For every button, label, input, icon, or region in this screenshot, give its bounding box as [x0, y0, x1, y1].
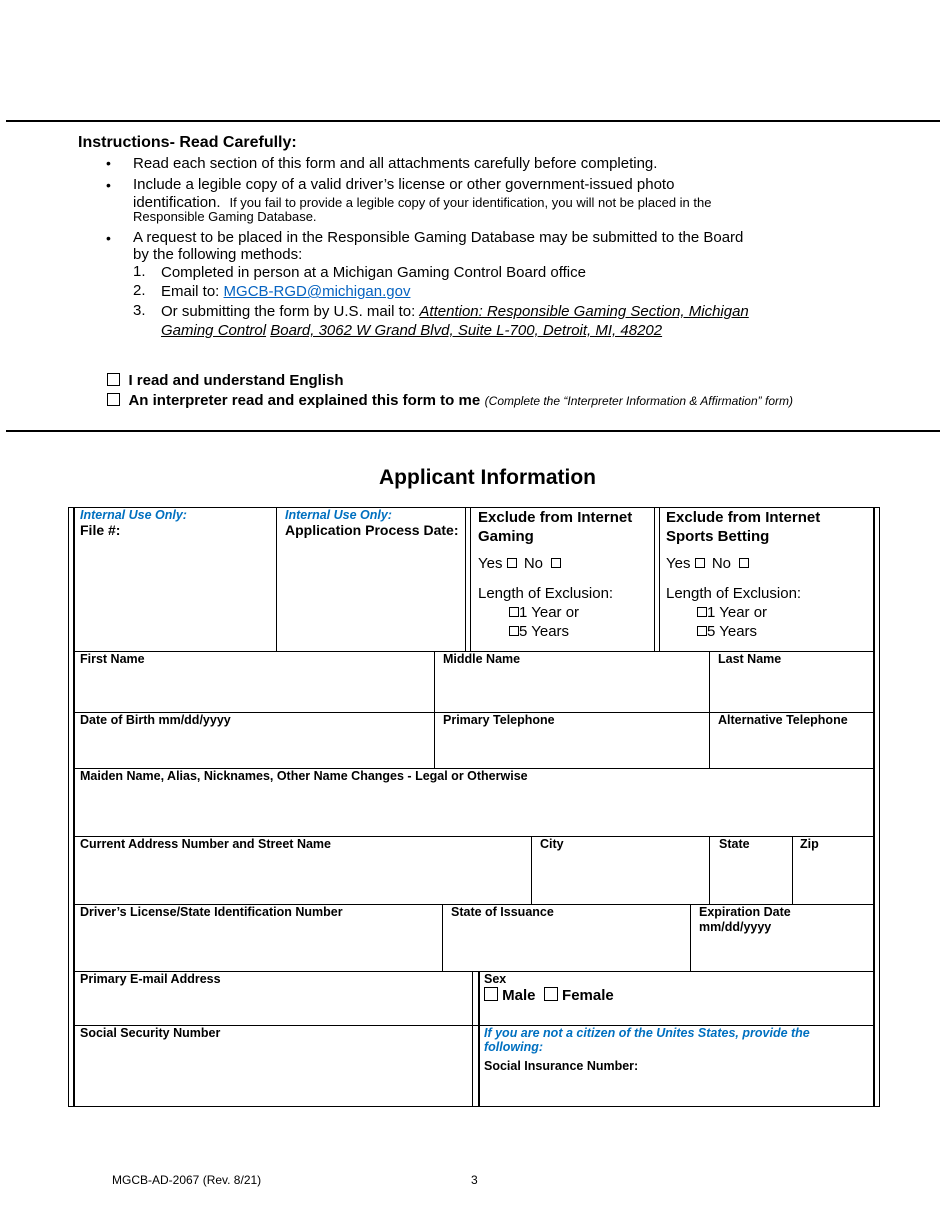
male-label: Male [502, 987, 536, 1004]
male-checkbox[interactable] [484, 987, 498, 1001]
exclude-sports-title: Sports Betting [666, 528, 770, 545]
gaming-1year-option [478, 603, 650, 622]
exclude-gaming-yesno [478, 554, 650, 573]
file-number-label: File #: [80, 522, 121, 538]
sports-no-checkbox[interactable] [739, 558, 749, 568]
exclusion-length-label: Length of Exclusion: [478, 585, 614, 602]
noncitizen-note: If you are not a citizen of the Unites States, provide the following: [484, 1026, 810, 1054]
one-year-label: 1 Year or [519, 604, 580, 621]
internal-use-label: Internal Use Only: [285, 508, 392, 522]
process-date-label: Application Process Date: [285, 522, 459, 538]
state-of-issuance-field[interactable]: State of Issuance [451, 905, 554, 919]
mail-address-part-a: Gaming Control [161, 322, 267, 339]
bullet-2-text-a: identification. [133, 194, 221, 211]
process-date-cell [285, 508, 459, 538]
sports-5year-checkbox[interactable] [697, 626, 707, 636]
bullet-dot: • [106, 155, 111, 171]
row-divider [478, 971, 480, 1106]
table-border-left-inner [73, 507, 75, 1107]
exclusion-length-label: Length of Exclusion: [666, 585, 802, 602]
dob-field[interactable]: Date of Birth mm/dd/yyyy [80, 713, 231, 727]
table-border-right-inner [873, 507, 875, 1107]
alt-phone-field[interactable]: Alternative Telephone [718, 713, 848, 727]
ssn-field[interactable]: Social Security Number [80, 1026, 221, 1040]
mid-divider [6, 430, 940, 432]
bullet-dot: • [106, 230, 111, 246]
one-year-label: 1 Year or [707, 604, 768, 621]
sex-cell [484, 972, 614, 1004]
method-number: 3. [133, 302, 146, 319]
female-checkbox[interactable] [544, 987, 558, 1001]
instruction-bullet-1: Read each section of this form and all attachments carefully before completing. [133, 155, 658, 172]
state-field[interactable]: State [719, 837, 750, 851]
email-link[interactable]: MGCB-RGD@michigan.gov [223, 283, 411, 300]
expiration-label: Expiration Date [699, 905, 791, 919]
row1-divider [659, 507, 660, 651]
exclude-sports-title: Exclude from Internet [666, 509, 821, 526]
address-field[interactable]: Current Address Number and Street Name [80, 837, 331, 851]
instruction-bullet-3-line2: by the following methods: [133, 246, 303, 263]
row1-divider [465, 507, 466, 651]
expiration-date-field[interactable] [699, 905, 791, 935]
sports-yes-checkbox[interactable] [695, 558, 705, 568]
sex-options [484, 987, 614, 1004]
female-label: Female [562, 987, 614, 1004]
primary-phone-field[interactable]: Primary Telephone [443, 713, 555, 727]
table-border-right-outer [879, 507, 880, 1107]
last-name-field[interactable]: Last Name [718, 652, 782, 666]
method-2 [161, 282, 410, 301]
english-checkbox[interactable] [107, 373, 120, 386]
interpreter-checkbox[interactable] [107, 393, 120, 406]
page-number: 3 [471, 1173, 478, 1187]
instruction-bullet-3-line1: A request to be placed in the Responsible Gaming Database may be submitted to the Board [133, 229, 744, 246]
no-label: No [711, 555, 732, 572]
email-field[interactable]: Primary E-mail Address [80, 972, 221, 986]
mail-address-line2 [161, 321, 662, 340]
no-label: No [523, 555, 544, 572]
city-field[interactable]: City [540, 837, 564, 851]
five-year-label: 5 Years [519, 623, 570, 640]
gaming-5year-option [478, 622, 650, 641]
drivers-license-field[interactable]: Driver’s License/State Identification Number [80, 905, 343, 919]
row1-divider [654, 507, 655, 651]
row-divider [709, 836, 710, 904]
method-3-text: Or submitting the form by U.S. mail to: [161, 303, 416, 320]
row-divider [792, 836, 793, 904]
internal-use-label: Internal Use Only: [80, 508, 187, 522]
instruction-bullet-2-line3: Responsible Gaming Database. [133, 209, 317, 224]
exclude-gaming-title: Exclude from Internet [478, 509, 633, 526]
row-divider [442, 904, 443, 972]
method-number: 1. [133, 263, 146, 280]
method-2-text: Email to: [161, 283, 220, 300]
five-year-label: 5 Years [707, 623, 758, 640]
instructions-heading: Instructions- Read Carefully: [78, 134, 297, 151]
file-number-cell [80, 508, 187, 538]
exclude-sports-cell [666, 508, 871, 641]
row-divider [531, 836, 532, 904]
table-border-left-outer [68, 507, 69, 1107]
yes-label: Yes [666, 555, 691, 572]
gaming-1year-checkbox[interactable] [509, 607, 519, 617]
row-divider [709, 651, 710, 768]
bullet-dot: • [106, 177, 111, 193]
method-number: 2. [133, 282, 146, 299]
exclude-gaming-cell [478, 508, 650, 641]
sex-label: Sex [484, 972, 507, 986]
row-divider [434, 651, 435, 768]
gaming-yes-checkbox[interactable] [507, 558, 517, 568]
mail-address-line1: Attention: Responsible Gaming Section, Michigan [419, 303, 749, 320]
bullet-2-text-b: If you fail to provide a legible copy of your identification, you will not be placed in the [229, 195, 712, 210]
zip-field[interactable]: Zip [800, 837, 819, 851]
method-1-text: Completed in person at a Michigan Gaming Control Board office [161, 264, 586, 281]
sports-5year-option [666, 622, 871, 641]
interpreter-option-label: An interpreter read and explained this form to me [128, 392, 481, 409]
expiration-format: mm/dd/yyyy [699, 920, 772, 934]
row-divider [472, 971, 473, 1106]
english-option-label: I read and understand English [128, 372, 344, 389]
english-option [107, 372, 344, 390]
instruction-bullet-2-line1: Include a legible copy of a valid driver’s license or other government-issued photo [133, 176, 675, 193]
gaming-5year-checkbox[interactable] [509, 626, 519, 636]
maiden-name-field[interactable]: Maiden Name, Alias, Nicknames, Other Name Changes - Legal or Otherwise [80, 769, 528, 783]
exclude-gaming-title: Gaming [478, 528, 534, 545]
interpreter-option [107, 392, 793, 410]
row1-divider [470, 507, 471, 651]
mail-address-part-b: Board, 3062 W Grand Blvd, Suite L-700, Detroit, MI, 48202 [270, 322, 663, 339]
method-3 [161, 302, 749, 321]
first-name-field[interactable]: First Name [80, 652, 145, 666]
row-divider [690, 904, 691, 972]
exclude-sports-yesno [666, 554, 871, 573]
form-id: MGCB-AD-2067 (Rev. 8/21) [112, 1173, 262, 1187]
section-title: Applicant Information [379, 466, 596, 489]
gaming-no-checkbox[interactable] [551, 558, 561, 568]
yes-label: Yes [478, 555, 503, 572]
social-insurance-field[interactable]: Social Insurance Number: [484, 1059, 639, 1073]
sports-1year-option [666, 603, 871, 622]
sports-1year-checkbox[interactable] [697, 607, 707, 617]
interpreter-note: (Complete the “Interpreter Information & Affirmation” form) [484, 394, 793, 408]
middle-name-field[interactable]: Middle Name [443, 652, 521, 666]
row1-divider [276, 507, 277, 651]
top-divider [6, 120, 940, 122]
table-border-bottom [68, 1106, 880, 1107]
noncitizen-cell [484, 1026, 864, 1074]
